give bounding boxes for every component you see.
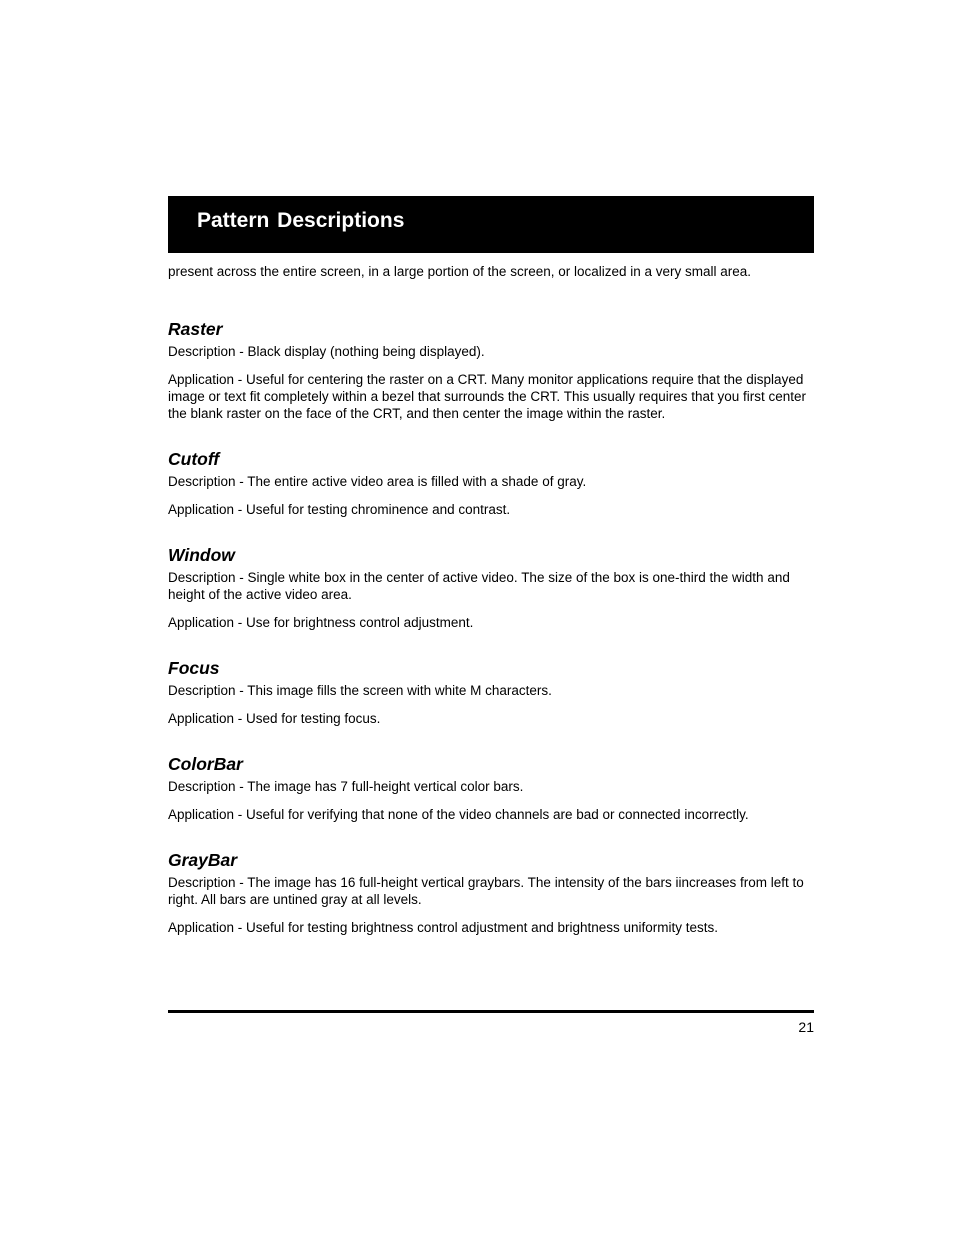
section-raster <box>168 318 814 422</box>
raster-application: Application - Useful for centering the raster on a CRT. Many monitor applications require that the displayed image or text fit completely within a bezel that surrounds the CRT. This usually requires that you first center the blank raster on the face of the CRT, and then center the image within the raster. <box>168 372 807 421</box>
intro-text: present across the entire screen, in a large portion of the screen, or localized in a very small area. <box>168 264 752 279</box>
footer-rule <box>168 1010 814 1013</box>
section-title-raster: Raster <box>168 319 223 339</box>
document-body <box>168 263 814 936</box>
section-title-colorbar: ColorBar <box>168 754 243 774</box>
section-header-bar <box>168 196 814 253</box>
section-title-cutoff: Cutoff <box>168 449 220 469</box>
window-application: Application - Use for brightness control adjustment. <box>168 615 474 630</box>
window-description: Description - Single white box in the center of active video. The size of the box is one-third the width and height of the active video area. <box>168 570 790 602</box>
cutoff-application: Application - Useful for testing chrominence and contrast. <box>168 502 511 517</box>
raster-description: Description - Black display (nothing being displayed). <box>168 344 485 359</box>
section-title-focus: Focus <box>168 658 220 678</box>
section-colorbar <box>168 753 814 823</box>
colorbar-description: Description - The image has 7 full-height vertical color bars. <box>168 779 524 794</box>
page-number: 21 <box>798 1019 814 1035</box>
section-title-graybar: GrayBar <box>168 850 238 870</box>
section-title-window: Window <box>168 545 235 565</box>
section-focus <box>168 657 814 727</box>
page-title: Pattern Descriptions <box>197 209 405 232</box>
cutoff-description: Description - The entire active video area is filled with a shade of gray. <box>168 474 587 489</box>
colorbar-application: Application - Useful for verifying that none of the video channels are bad or connected incorrectly. <box>168 807 749 822</box>
graybar-description: Description - The image has 16 full-height vertical graybars. The intensity of the bars iincreases from left to right. All bars are untined gray at all levels. <box>168 875 804 907</box>
section-cutoff <box>168 448 814 518</box>
section-graybar <box>168 849 814 936</box>
focus-application: Application - Used for testing focus. <box>168 711 381 726</box>
graybar-application: Application - Useful for testing brightness control adjustment and brightness uniformity tests. <box>168 920 719 935</box>
focus-description: Description - This image fills the screen with white M characters. <box>168 683 552 698</box>
section-window <box>168 544 814 631</box>
